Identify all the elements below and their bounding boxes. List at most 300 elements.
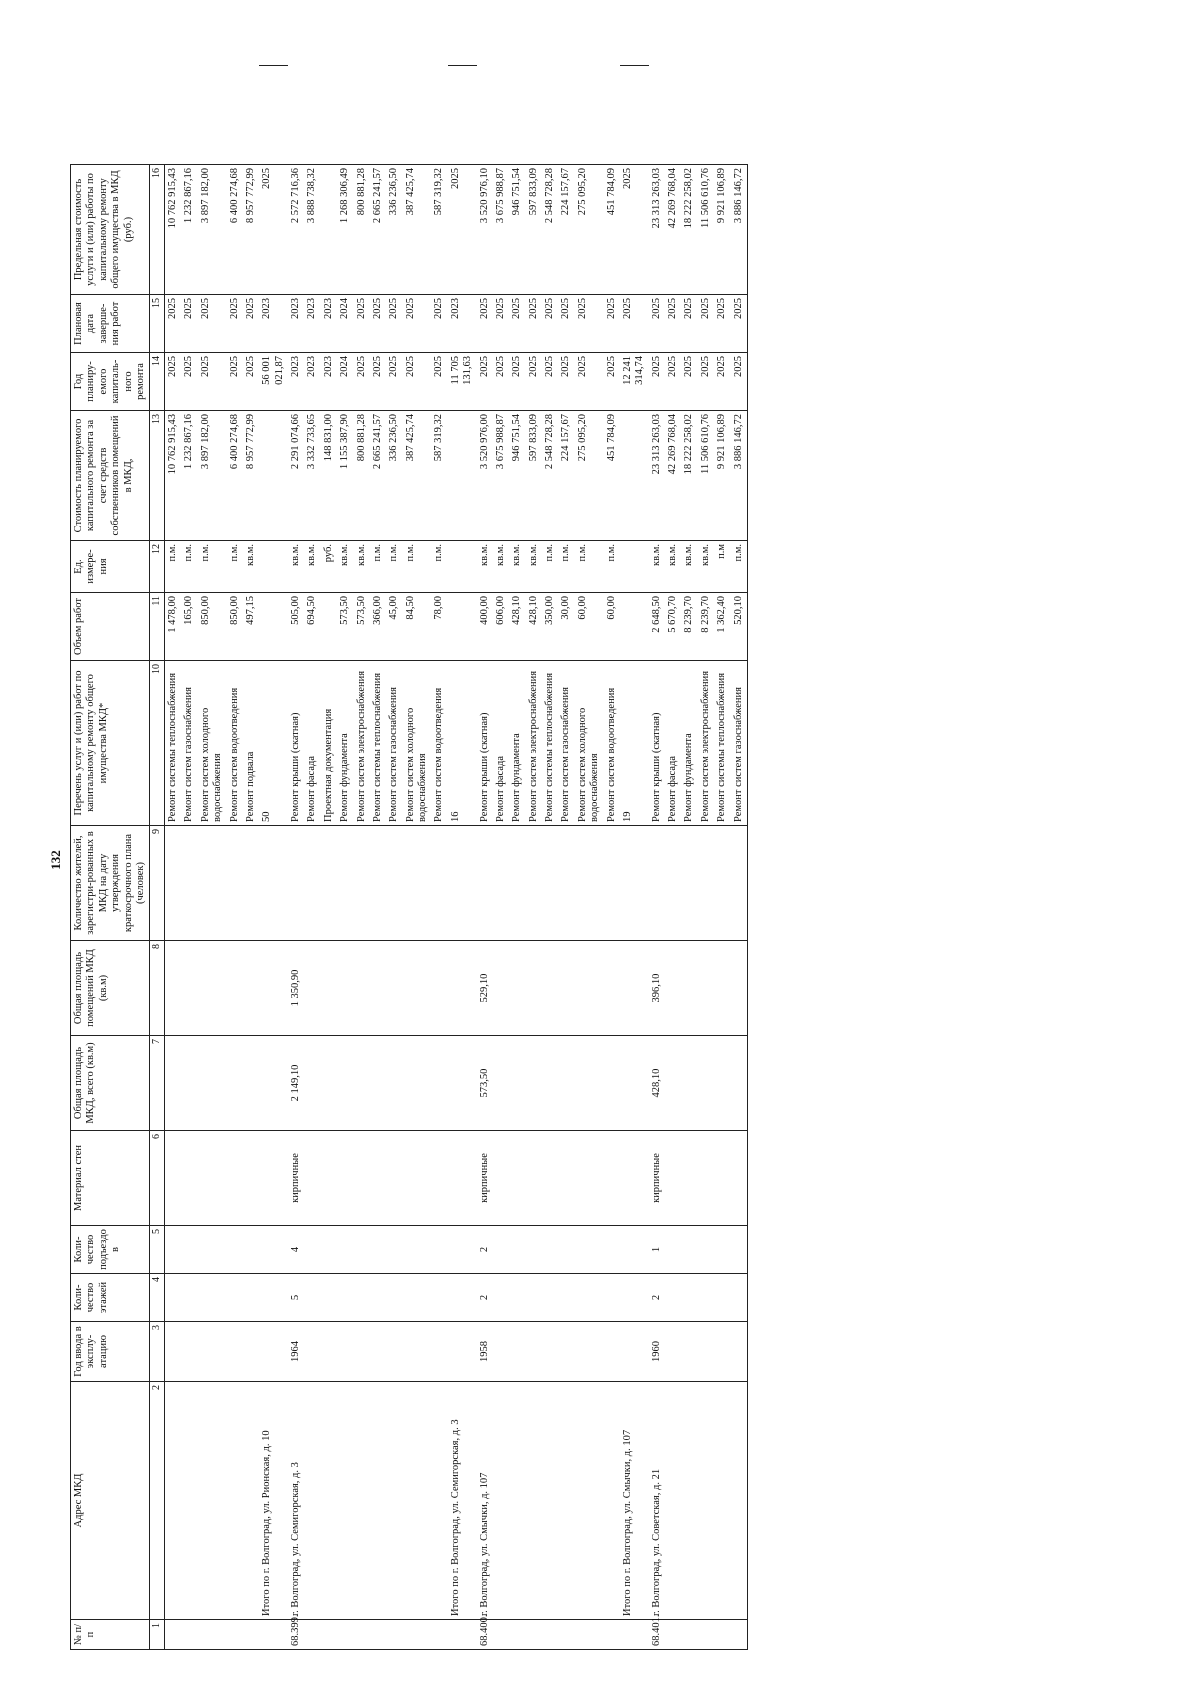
empty-cell [509,1382,525,1620]
work-unit: п.м. [403,541,432,593]
work-cost: 3 332 733,65 [304,411,320,541]
work-cost: 3 675 988,87 [493,411,509,541]
empty-cell [321,1131,337,1226]
empty-cell [558,1274,574,1322]
rotated-page [40,40,1170,1680]
empty-cell [558,1036,574,1131]
empty-cell [448,1131,477,1226]
work-name: Ремонт систем водоотведения [431,661,447,826]
work-end-date: 2025 [714,295,730,353]
work-volume: 428,10 [509,593,525,661]
empty-cell [665,1226,681,1274]
empty-cell [698,1226,714,1274]
empty-cell [714,1322,730,1382]
work-unit: п.м. [431,541,447,593]
empty-cell [304,1274,320,1322]
work-volume: 573,50 [337,593,353,661]
empty-cell [620,1322,649,1382]
empty-cell [448,411,477,541]
work-volume: 8 239,70 [681,593,697,661]
empty-cell [181,1131,197,1226]
empty-cell [354,1322,370,1382]
total-residents: 50 [259,661,288,826]
work-unit: п.м. [370,541,386,593]
work-cost: 23 313 263,03 [649,411,665,541]
empty-cell [403,1620,432,1650]
empty-cell [526,941,542,1036]
empty-cell [681,1620,697,1650]
empty-cell [259,826,288,941]
wall-material: кирпичные [288,1131,304,1226]
work-limit-cost: 42 269 768,04 [665,165,681,295]
table-row [714,66,730,1650]
work-cost: 11 506 610,76 [698,411,714,541]
empty-cell [386,1322,402,1382]
work-name: Ремонт систем электроснабжения [526,661,542,826]
work-limit-cost: 6 400 274,68 [227,165,243,295]
work-cost: 597 833,09 [526,411,542,541]
work-cost: 451 784,09 [604,411,620,541]
empty-cell [227,1226,243,1274]
empty-cell [227,1620,243,1650]
empty-cell [181,1382,197,1620]
table-row [354,66,370,1650]
header-cell-1: № п/п [71,1620,150,1650]
work-limit-cost: 8 957 772,99 [243,165,259,295]
work-end-date: 2025 [243,295,259,353]
work-name: Ремонт фасада [304,661,320,826]
empty-cell [665,826,681,941]
empty-cell [354,941,370,1036]
empty-cell [509,1620,525,1650]
work-year: 2025 [386,353,402,411]
empty-cell [448,593,477,661]
work-name: Ремонт системы теплоснабжения [370,661,386,826]
work-limit-cost: 946 751,54 [509,165,525,295]
residents [477,826,493,941]
work-end-date: 2025 [698,295,714,353]
work-volume: 8 239,70 [698,593,714,661]
work-volume: 60,00 [604,593,620,661]
empty-cell [731,1036,748,1131]
work-year: 2025 [731,353,748,411]
empty-cell [526,1322,542,1382]
header-cell-7: Общая площадь МКД, всего (кв.м) [71,1036,150,1131]
work-name: Ремонт систем электроснабжения [698,661,714,826]
work-end-date: 2025 [665,295,681,353]
work-volume: 850,00 [227,593,243,661]
work-end-date: 2025 [477,295,493,353]
empty-cell [604,1620,620,1650]
work-limit-cost: 23 313 263,03 [649,165,665,295]
area-total: 573,50 [477,1036,493,1131]
empty-cell [731,1131,748,1226]
work-unit: п.м. [604,541,620,593]
empty-cell [321,1322,337,1382]
area-total: 428,10 [649,1036,665,1131]
header-cell-9: Количество жителей, зарегистри-рованных в МКД на дату утверждения краткосрочного плана (человек) [71,826,150,941]
empty-cell [604,941,620,1036]
work-end-date: 2025 [731,295,748,353]
work-cost: 3 520 976,00 [477,411,493,541]
empty-cell [181,941,197,1036]
work-end-date: 2025 [526,295,542,353]
header-cell-15: Плановая дата заверше-ния работ [71,295,150,353]
work-end-date: 2025 [354,295,370,353]
empty-cell [493,941,509,1036]
floors: 2 [477,1274,493,1322]
empty-cell [304,1131,320,1226]
empty-cell [227,826,243,941]
empty-cell [714,1274,730,1322]
total-year: 2025 [620,295,649,353]
empty-cell [165,1620,182,1650]
work-limit-cost: 2 572 716,36 [288,165,304,295]
empty-cell [304,1036,320,1131]
empty-cell [321,826,337,941]
empty-cell [370,826,386,941]
empty-cell [227,1036,243,1131]
work-volume: 5 670,70 [665,593,681,661]
work-cost: 3 886 146,72 [731,411,748,541]
work-volume: 606,00 [493,593,509,661]
empty-cell [509,1036,525,1131]
work-end-date: 2025 [509,295,525,353]
work-year: 2025 [181,353,197,411]
work-year: 2025 [370,353,386,411]
work-volume: 497,15 [243,593,259,661]
total-label: Итого по г. Волгоград, ул. Семигорская, д. 3 [448,1382,477,1620]
area-total: 2 149,10 [288,1036,304,1131]
empty-cell [259,941,288,1036]
empty-cell [681,1226,697,1274]
empty-cell [681,941,697,1036]
empty-cell [259,1620,288,1650]
table-row [526,66,542,1650]
empty-cell [198,826,227,941]
work-unit: кв.м. [304,541,320,593]
total-end-date: 2025 [259,165,288,295]
column-number-9: 9 [150,826,165,941]
empty-cell [321,1226,337,1274]
work-end-date: 2025 [681,295,697,353]
empty-cell [620,411,649,541]
column-number-row [150,66,165,1650]
empty-cell [665,1620,681,1650]
empty-cell [354,1131,370,1226]
empty-cell [321,1620,337,1650]
wall-material: кирпичные [477,1131,493,1226]
header-cell-14: Год планиру-емого капиталь-ного ремонта [71,353,150,411]
empty-cell [403,1322,432,1382]
work-cost: 18 222 258,02 [681,411,697,541]
work-end-date: 2023 [288,295,304,353]
work-cost: 336 236,50 [386,411,402,541]
empty-cell [698,1620,714,1650]
empty-cell [259,541,288,593]
table-row [431,66,447,1650]
work-limit-cost: 10 762 915,43 [165,165,182,295]
work-year: 2023 [288,353,304,411]
work-volume: 505,00 [288,593,304,661]
empty-cell [575,1226,604,1274]
table-row [227,66,243,1650]
wall-material: кирпичные [649,1131,665,1226]
work-limit-cost: 3 520 976,10 [477,165,493,295]
capital-repair-table [70,65,748,1650]
address-cell: г. Волгоград, ул. Семигорская, д. 3 [288,1382,304,1620]
empty-cell [181,1274,197,1322]
work-year: 2025 [681,353,697,411]
work-cost: 2 291 074,66 [288,411,304,541]
empty-cell [509,1131,525,1226]
work-name: Ремонт фасада [665,661,681,826]
empty-cell [575,1274,604,1322]
address-cell: г. Волгоград, ул. Советская, д. 21 [649,1382,665,1620]
work-volume: 165,00 [181,593,197,661]
empty-cell [198,1036,227,1131]
work-unit: п.м. [386,541,402,593]
empty-cell [243,1226,259,1274]
column-number-15: 15 [150,295,165,353]
work-end-date: 2025 [403,295,432,353]
empty-cell [575,1620,604,1650]
work-limit-cost: 224 157,67 [558,165,574,295]
empty-cell [386,826,402,941]
column-number-2: 2 [150,1382,165,1620]
total-residents: 16 [448,661,477,826]
work-cost: 148 831,00 [321,411,337,541]
empty-cell [181,1036,197,1131]
empty-cell [370,1382,386,1620]
empty-cell [304,1382,320,1620]
work-unit: п.м. [198,541,227,593]
work-volume: 350,00 [542,593,558,661]
work-volume: 1 362,40 [714,593,730,661]
work-limit-cost: 9 921 106,89 [714,165,730,295]
empty-cell [304,1620,320,1650]
empty-cell [542,1131,558,1226]
year-built: 1958 [477,1322,493,1382]
empty-cell [337,1131,353,1226]
table-row [604,66,620,1650]
empty-cell [386,1620,402,1650]
table-row [165,66,182,1650]
empty-cell [526,1274,542,1322]
address-cell: г. Волгоград, ул. Смычки, д. 107 [477,1382,493,1620]
work-unit: кв.м. [526,541,542,593]
page-number: 132 [48,850,63,870]
empty-cell [165,1274,182,1322]
empty-cell [558,1322,574,1382]
empty-cell [493,1131,509,1226]
empty-cell [542,1382,558,1620]
empty-cell [731,1226,748,1274]
empty-cell [681,1036,697,1131]
empty-cell [337,1036,353,1131]
work-limit-cost: 1 232 867,16 [181,165,197,295]
table-row [649,66,665,1650]
empty-cell [243,826,259,941]
work-cost: 275 095,20 [575,411,604,541]
work-limit-cost: 2 548 728,28 [542,165,558,295]
empty-cell [337,941,353,1036]
work-volume: 850,00 [198,593,227,661]
floors: 5 [288,1274,304,1322]
work-cost: 224 157,67 [558,411,574,541]
work-name: Ремонт системы теплоснабжения [714,661,730,826]
empty-cell [370,1322,386,1382]
empty-cell [259,1036,288,1131]
empty-cell [665,1274,681,1322]
work-name: Ремонт фундамента [681,661,697,826]
work-cost: 587 319,32 [431,411,447,541]
work-limit-cost [321,165,337,295]
work-year: 2025 [227,353,243,411]
work-cost: 42 269 768,04 [665,411,681,541]
empty-cell [198,1382,227,1620]
empty-cell [620,826,649,941]
work-name: Ремонт систем водоотведения [604,661,620,826]
work-limit-cost: 18 222 258,02 [681,165,697,295]
empty-cell [698,1322,714,1382]
header-cell-3: Год ввода в эксплу-атацию [71,1322,150,1382]
work-limit-cost: 336 236,50 [386,165,402,295]
work-cost: 9 921 106,89 [714,411,730,541]
work-year: 2025 [526,353,542,411]
column-number-1: 1 [150,1620,165,1650]
total-cost: 56 001 021,87 [259,353,288,411]
empty-cell [321,1274,337,1322]
work-cost: 800 881,28 [354,411,370,541]
work-end-date: 2025 [165,295,182,353]
work-name: Ремонт систем электроснабжения [354,661,370,826]
empty-cell [403,1036,432,1131]
work-unit: п.м. [542,541,558,593]
empty-cell [575,1382,604,1620]
empty-cell [227,1322,243,1382]
empty-cell [165,1226,182,1274]
empty-cell [259,1226,288,1274]
entrances: 4 [288,1226,304,1274]
empty-cell [354,1274,370,1322]
work-name: Ремонт крыши (скатная) [477,661,493,826]
empty-cell [448,1322,477,1382]
empty-cell [165,826,182,941]
header-cell-8: Общая площадь помещений МКД (кв.м) [71,941,150,1036]
work-name: Проектная документация [321,661,337,826]
empty-cell [542,1036,558,1131]
entrances: 1 [649,1226,665,1274]
empty-cell [198,1131,227,1226]
floors: 2 [649,1274,665,1322]
empty-cell [403,826,432,941]
work-name: Ремонт систем водоотведения [227,661,243,826]
empty-cell [354,826,370,941]
work-volume: 520,10 [731,593,748,661]
empty-cell [604,1036,620,1131]
empty-cell [620,1620,649,1650]
empty-cell [542,941,558,1036]
work-unit: кв.м. [698,541,714,593]
empty-cell [243,1322,259,1382]
empty-cell [448,826,477,941]
empty-cell [337,1620,353,1650]
empty-cell [493,1620,509,1650]
column-number-11: 11 [150,593,165,661]
work-name: Ремонт систем холодного водоснабжения [403,661,432,826]
table-body [165,66,748,1650]
header-cell-13: Стоимость планируемого капитального ремонта за счет средств собственников помещений в МКД, [71,411,150,541]
work-unit: кв.м. [665,541,681,593]
work-name: Ремонт фундамента [509,661,525,826]
work-limit-cost: 3 888 738,32 [304,165,320,295]
column-number-4: 4 [150,1274,165,1322]
empty-cell [431,1131,447,1226]
empty-cell [493,1382,509,1620]
empty-cell [714,1036,730,1131]
empty-cell [448,1036,477,1131]
work-limit-cost: 1 268 306,49 [337,165,353,295]
empty-cell [321,1036,337,1131]
empty-cell [665,1036,681,1131]
work-volume: 2 648,50 [649,593,665,661]
work-unit: п.м. [731,541,748,593]
work-year: 2023 [321,353,337,411]
table-row [477,66,493,1650]
column-number-10: 10 [150,661,165,826]
empty-cell [243,1620,259,1650]
work-limit-cost: 387 425,74 [403,165,432,295]
empty-cell [714,826,730,941]
empty-cell [448,1274,477,1322]
empty-cell [493,1322,509,1382]
work-limit-cost: 3 886 146,72 [731,165,748,295]
empty-cell [243,1274,259,1322]
work-cost: 6 400 274,68 [227,411,243,541]
header-cell-12: Ед. измере-ния [71,541,150,593]
empty-cell [165,1036,182,1131]
empty-cell [448,66,477,165]
column-number-6: 6 [150,1131,165,1226]
empty-cell [665,941,681,1036]
header-cell-2: Адрес МКД [71,1382,150,1620]
work-unit: п.м. [165,541,182,593]
row-number: 68.400. [477,1620,493,1650]
empty-cell [431,826,447,941]
table-row [558,66,574,1650]
table-row [243,66,259,1650]
area-rooms: 529,10 [477,941,493,1036]
empty-cell [714,1620,730,1650]
table-row [403,66,432,1650]
empty-cell [370,941,386,1036]
table-row [304,66,320,1650]
header-cell-11: Объем работ [71,593,150,661]
empty-cell [731,1382,748,1620]
empty-cell [681,1322,697,1382]
table-row [698,66,714,1650]
work-year: 2025 [477,353,493,411]
empty-cell [354,1620,370,1650]
work-year: 2025 [198,353,227,411]
empty-cell [227,1274,243,1322]
work-unit: п.м. [227,541,243,593]
work-unit: п.м. [181,541,197,593]
work-cost: 1 232 867,16 [181,411,197,541]
work-volume: 366,00 [370,593,386,661]
empty-cell [620,1131,649,1226]
